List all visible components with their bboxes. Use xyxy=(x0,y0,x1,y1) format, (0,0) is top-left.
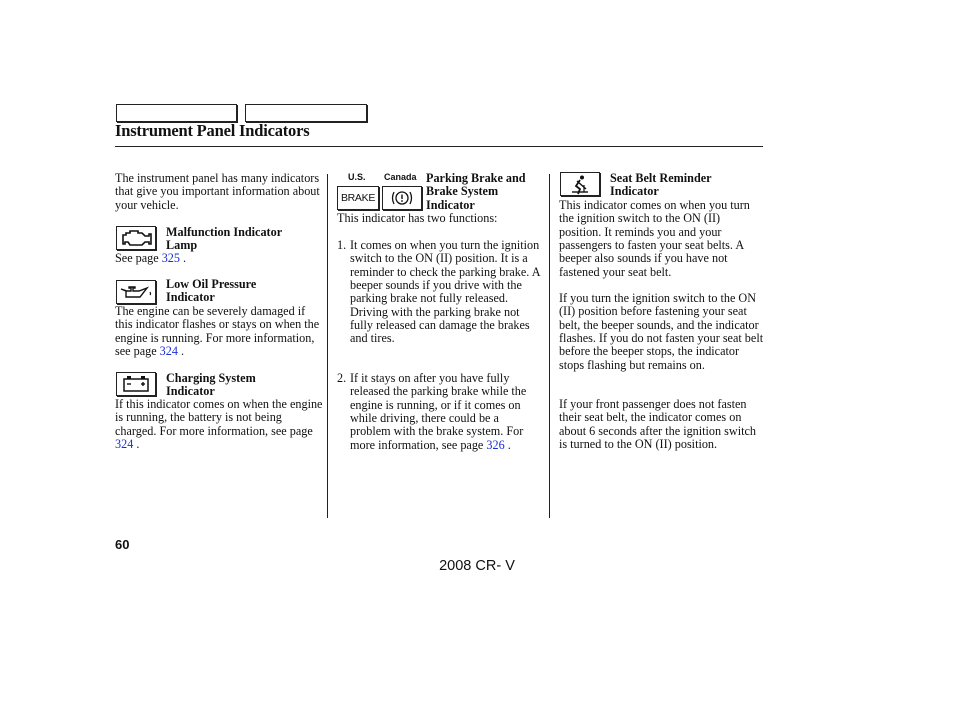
column-divider xyxy=(549,174,550,518)
nav-button-main-menu[interactable] xyxy=(116,104,237,122)
brake-text-icon: BRAKE xyxy=(337,186,379,210)
model-footer: 2008 CR- V xyxy=(439,558,515,574)
malfunction-heading: Malfunction Indicator Lamp xyxy=(166,225,283,253)
charging-heading: Charging System Indicator xyxy=(166,371,256,399)
oil-pressure-heading: Low Oil Pressure Indicator xyxy=(166,277,257,305)
page-link-326[interactable]: 326 xyxy=(486,437,505,452)
seat-belt-text-1: This indicator comes on when you turn the ignition switch to the ON (II) position. It reminds you and your passengers to fasten your seat belts. A beeper also sounds if you have not fastened your seat belt. xyxy=(559,198,750,279)
oil-pressure-text: The engine can be severely damaged if this indicator flashes or stays on when the engine is running. For more information, see page 324 . xyxy=(115,304,320,359)
intro-text: The instrument panel has many indicators that give you important information about your vehicle. xyxy=(115,171,320,212)
seat-belt-heading: Seat Belt Reminder Indicator xyxy=(610,171,712,199)
label-canada: Canada xyxy=(384,172,417,182)
page-link-324[interactable]: 324 xyxy=(159,344,178,359)
page-number: 60 xyxy=(115,537,130,552)
brake-intro-text: This indicator has two functions: xyxy=(337,211,498,225)
oil-can-icon xyxy=(116,280,156,304)
page-link-325[interactable]: 325 xyxy=(161,251,180,265)
parking-brake-heading: Parking Brake and Brake System Indicator xyxy=(426,171,526,212)
brake-warning-icon xyxy=(382,186,422,210)
nav-button-index[interactable] xyxy=(245,104,367,122)
page-link-324[interactable]: 324 xyxy=(115,437,134,452)
charging-text: If this indicator comes on when the engine is running, the battery is not being charged. For more information, see page 324 . xyxy=(115,397,323,452)
label-us: U.S. xyxy=(348,172,366,182)
column-divider xyxy=(327,174,328,518)
brake-function-1: 1. It comes on when you turn the ignition switch to the ON (II) position. It is a reminder to check the parking brake. A beeper sounds if you drive with the parking brake not fully released. Driving with the parking brake not fully released can damage the brakes and tires. xyxy=(337,238,540,346)
seat-belt-text-2: If you turn the ignition switch to the ON (II) position before fastening your seat belt, the beeper sounds, and the indicator flashes. If you do not fasten your seat belt before the beeper stops, the indicator stops flashing but remains on. xyxy=(559,291,764,372)
title-rule xyxy=(115,146,763,147)
seat-belt-icon xyxy=(560,172,600,196)
check-engine-icon xyxy=(116,226,156,250)
brake-function-2: 2. If it stays on after you have fully released the parking brake while the engine is running, or if it comes on while driving, there could be a problem with the brake system. For more information, see page 326 . xyxy=(337,371,527,452)
page-title: Instrument Panel Indicators xyxy=(115,121,310,140)
battery-icon xyxy=(116,372,156,396)
seat-belt-text-3: If your front passenger does not fasten their seat belt, the indicator comes on about 6 seconds after the ignition switch is turned to the ON (II) position. xyxy=(559,397,756,452)
malfunction-text: See page 325 . xyxy=(115,251,187,265)
